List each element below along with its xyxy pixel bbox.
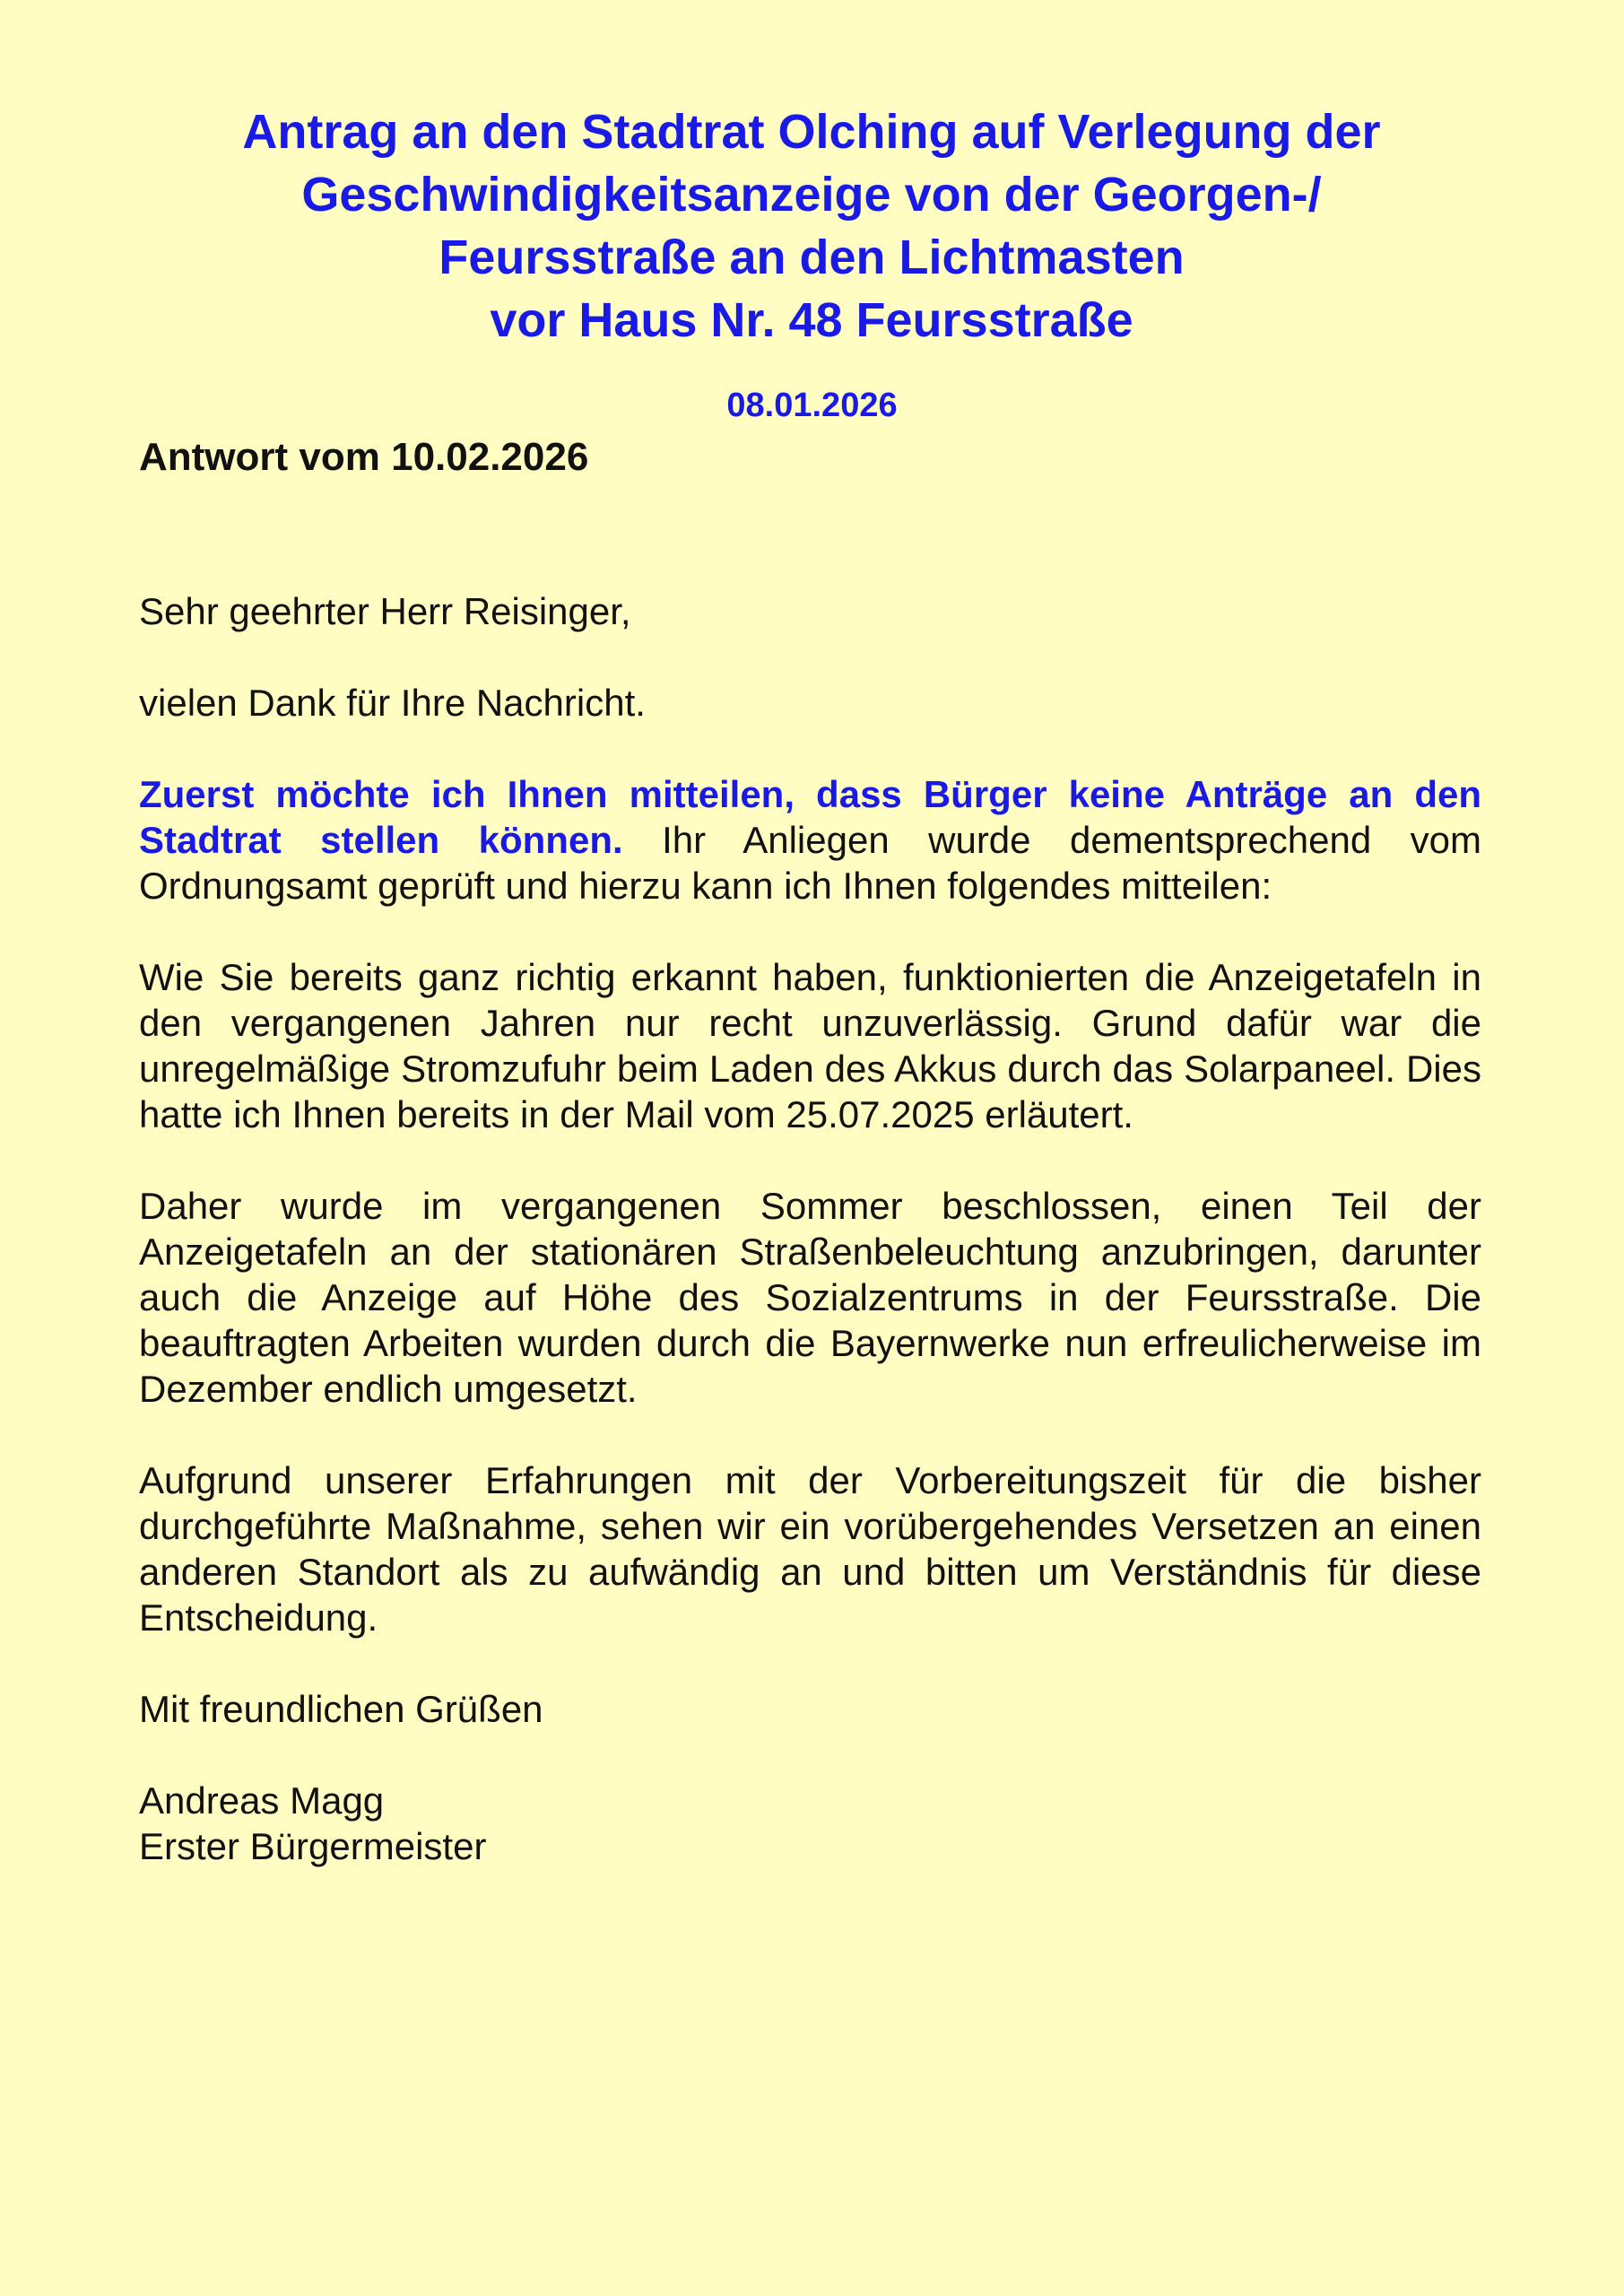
thanks-line: vielen Dank für Ihre Nachricht. — [139, 682, 646, 724]
title-line-4: vor Haus Nr. 48 Feursstraße — [490, 293, 1133, 347]
title-line-2: Geschwindigkeitsanzeige von der Georgen-/ — [301, 168, 1322, 222]
request-date: 08.01.2026 — [726, 387, 898, 424]
salutation: Sehr geehrter Herr Reisinger, — [139, 590, 631, 632]
title-line-3: Feursstraße an den Lichtmasten — [439, 230, 1185, 284]
paragraph-2: Wie Sie bereits ganz richtig erkannt haben, funktionierten die Anzeigetafeln in den vergangenen Jahren nur recht unzuverlässig. Grund dafür war die unregelmäßige Stromzufuhr beim Laden des Akkus durch das Solarpaneel. Dies hatte ich Ihnen bereits in der Mail vom 25.07.2025 erläutert. — [139, 956, 1481, 1135]
signature-name: Andreas Magg — [139, 1779, 385, 1822]
paragraph-1 — [139, 771, 1481, 909]
signature-title: Erster Bürgermeister — [139, 1825, 487, 1867]
title-line-1: Antrag an den Stadtrat Olching auf Verlegung der — [242, 105, 1381, 159]
paragraph-3: Daher wurde im vergangenen Sommer beschlossen, einen Teil der Anzeigetafeln an der stationären Straßenbeleuchtung anzubringen, darunter auch die Anzeige auf Höhe des Sozialzentrums in der Feursstraße. Die beauftragten Arbeiten wurden durch die Bayernwerke nun erfreulicherweise im Dezember endlich umgesetzt. — [139, 1185, 1481, 1410]
paragraph-1-rest: Ihr Anliegen wurde dementsprechend vom Ordnungsamt geprüft und hierzu kann ich Ihnen folgendes mitteilen: — [139, 819, 1481, 907]
paragraph-4: Aufgrund unserer Erfahrungen mit der Vorbereitungszeit für die bisher durchgeführte Maßnahme, sehen wir ein vorübergehendes Versetzen an einen anderen Standort als zu aufwändig an und bitten um Verständnis für diese Entscheidung. — [139, 1459, 1481, 1639]
signature — [139, 1778, 1481, 1869]
closing: Mit freundlichen Grüßen — [139, 1688, 543, 1730]
highlighted-notice: Zuerst möchte ich Ihnen mitteilen, dass Bürger keine Anträge an den Stadtrat stellen können. — [139, 773, 1481, 861]
letter-body — [139, 588, 1481, 1915]
document-title — [135, 100, 1489, 352]
answer-date-heading: Antwort vom 10.02.2026 — [139, 435, 589, 479]
